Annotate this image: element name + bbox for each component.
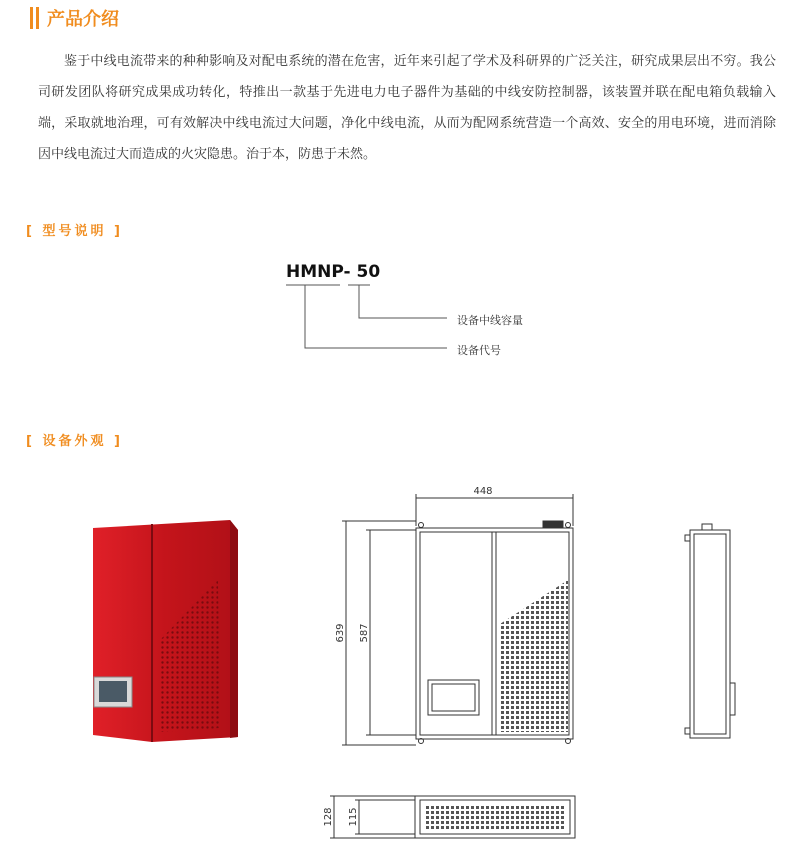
model-leader-lines [286,285,447,348]
top-view-drawing [330,796,575,838]
front-view-drawing [342,494,573,745]
page-title: 产品介绍 [47,9,119,30]
device-photo [93,520,238,742]
dim-height-total: 639 [335,623,346,643]
intro-paragraph: 鉴于中线电流带来的种种影响及对配电系统的潜在危害，近年来引起了学术及科研界的广泛关注，研究成果层出不穷。我公司研发团队将研究成果成功转化，特推出一款基于先进电力电子器件为基础的中线安防控制器，该装置并联在配电箱负载输入端，采取就地治理，可有效解决中线电流过大问题，净化中线电流，从而为配网系统营造一个高效、安全的用电环境，进而消除因中线电流过大而造成的火灾隐患。治于本，防患于未然。 [38,54,776,162]
dim-depth-total: 128 [323,807,334,827]
model-section-title: [ 型号说明 ] [26,224,123,239]
dim-depth-inner: 115 [348,807,359,827]
side-view-drawing [685,524,735,738]
capacity-label: 设备中线容量 [457,314,523,327]
appearance-section-title: [ 设备外观 ] [26,434,123,449]
dim-height-inner: 587 [359,623,370,643]
code-label: 设备代号 [457,344,501,357]
model-code: HMNP- 50 [286,262,381,282]
dim-width: 448 [473,486,493,497]
